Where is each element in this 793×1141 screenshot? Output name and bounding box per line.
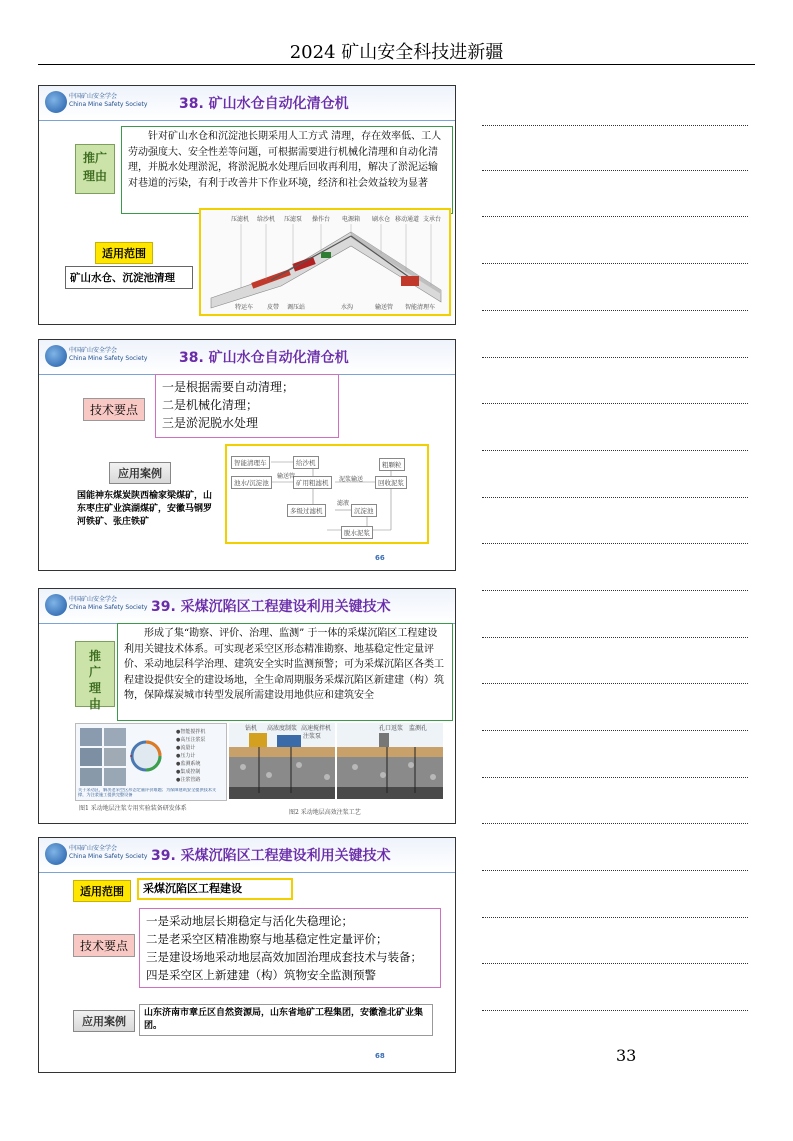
fig-label: 刷水仓: [372, 216, 391, 223]
slide-page-number: 66: [375, 554, 385, 562]
fig-label: 电源箱: [342, 216, 361, 223]
note-line: [482, 357, 748, 358]
scope-text: 采煤沉陷区工程建设: [137, 878, 293, 900]
fig1-banner: 关于采动区，解决老采空区形态定量评价难题；为保障建筑安全提供技术支撑，为注浆施工提供完整设备: [78, 788, 217, 797]
fig2-label: 高浓度制浆: [267, 725, 298, 732]
note-line: [482, 310, 748, 311]
fig1-item: ●集成控制: [176, 769, 201, 775]
slide-2: [38, 339, 456, 571]
reason-text: 针对矿山水仓和沉淀池长期采用人工方式 清理，存在效率低、工人劳动强度大、安全性差等问题，可根据需要进行机械化清理和自动化清理，并脱水处理淤泥，将淤泥脱水处理后回收再利用，解决了淤泥运输对巷道的污染，有利于改善井下作业环境，经济和社会效益较为显著: [121, 126, 453, 214]
page-number: 33: [616, 1046, 637, 1065]
fig-label: 支承台: [423, 216, 442, 223]
fig1-caption: 图1 采动地层注浆专用实验装备研发体系: [79, 805, 187, 812]
key-point: 二是老采空区精准勘察与地基稳定性定量评价；: [146, 932, 388, 946]
slide-4: [38, 837, 456, 1073]
slide-3: [38, 588, 456, 824]
society-logo-icon: [45, 91, 67, 113]
fig-label: 智能清理车: [405, 304, 436, 311]
note-line: [482, 543, 748, 544]
reason-label-text: 推广理由: [88, 649, 101, 711]
slide-page-number: 68: [375, 1052, 385, 1060]
fig1-item: ●智能搅拌机: [176, 729, 206, 735]
note-line: [482, 730, 748, 731]
fig-label: 输送管: [375, 304, 394, 311]
key-points-list: [139, 908, 441, 988]
fig-label: 压滤机: [231, 216, 250, 223]
reason-label: [75, 641, 115, 711]
org-name: [69, 845, 147, 861]
note-line: [482, 637, 748, 638]
scope-label: 适用范围: [73, 880, 131, 902]
reason-label-text: 推广理由: [82, 151, 107, 183]
note-line: [482, 263, 748, 264]
note-line: [482, 777, 748, 778]
fig1-item: ●注浆管路: [176, 777, 201, 783]
page-header-title: 2024 矿山安全科技进新疆: [289, 42, 504, 63]
flow-label: 输送管: [277, 473, 296, 480]
note-line: [482, 917, 748, 918]
fig1-item: ●高压注浆泵: [176, 737, 206, 743]
key-points-label: 技术要点: [73, 934, 135, 957]
org-name: [69, 347, 147, 363]
fig-label: 操作台: [312, 216, 331, 223]
note-line: [482, 497, 748, 498]
note-line: [482, 683, 748, 684]
key-point: 二是机械化清理；: [162, 398, 259, 412]
slide-title: 38. 矿山水仓自动化清仓机: [179, 350, 349, 366]
org-name-cn: 中国矿山安全学会: [69, 347, 118, 354]
flow-label: 泥浆输送: [339, 476, 364, 483]
figure-1: [75, 723, 227, 801]
figure-2: [229, 723, 443, 799]
flow-node: 多级过滤机: [287, 504, 326, 517]
flow-node: 矿用粗滤机: [293, 476, 332, 489]
slide-1: [38, 85, 456, 325]
org-name-cn: 中国矿山安全学会: [69, 596, 118, 603]
note-line: [482, 823, 748, 824]
note-line: [482, 963, 748, 964]
org-name: [69, 596, 147, 612]
fig-label: 给沙机: [257, 216, 276, 223]
fig2-label: 钻机: [245, 725, 258, 732]
fig1-item: ●流量计: [176, 745, 196, 751]
case-label: 应用案例: [109, 462, 171, 484]
flow-node: 粗颗粒: [379, 458, 405, 471]
equipment-figure: [199, 208, 451, 316]
org-name-cn: 中国矿山安全学会: [69, 845, 118, 852]
flow-node: 给沙机: [293, 456, 319, 469]
flow-node: 智能清理车: [231, 456, 270, 469]
fig2-caption: 图2 采动地层高效注浆工艺: [289, 809, 361, 816]
fig2-label: 孔口返浆: [379, 725, 404, 732]
note-line: [482, 870, 748, 871]
note-line: [482, 450, 748, 451]
society-logo-icon: [45, 345, 67, 367]
scope-label: 适用范围: [95, 242, 153, 264]
case-text: 国能神东煤炭陕西榆家梁煤矿，山东枣庄矿业滨湖煤矿，安徽马钢罗河铁矿、张庄铁矿: [77, 491, 213, 527]
org-name-cn: 中国矿山安全学会: [69, 93, 118, 100]
case-text: 山东济南市章丘区自然资源局，山东省地矿工程集团，安徽淮北矿业集团。: [139, 1004, 433, 1036]
key-point: 三是建设场地采动地层高效加固治理成套技术与装备；: [146, 950, 422, 964]
org-name-en: China Mine Safety Society: [69, 101, 148, 108]
fig2-label: 监测孔: [409, 725, 428, 732]
note-line: [482, 1010, 748, 1011]
grouting-process-illustration: [229, 723, 443, 799]
key-points-list: [155, 374, 339, 438]
fig-label: 皮带: [267, 304, 280, 311]
key-point: 一是采动地层长期稳定与活化失稳理论；: [146, 914, 353, 928]
org-name-en: China Mine Safety Society: [69, 853, 148, 860]
fig-label: 特运车: [235, 304, 254, 311]
key-point: 一是根据需要自动清理；: [162, 380, 295, 394]
slide-title: 38. 矿山水仓自动化清仓机: [179, 96, 349, 112]
slide-title: 39. 采煤沉陷区工程建设利用关键技术: [151, 599, 391, 615]
org-name: [69, 93, 147, 109]
notes-area: [482, 0, 748, 1141]
fig-label: 水沟: [341, 304, 354, 311]
note-line: [482, 403, 748, 404]
flow-label: 滤液: [337, 500, 350, 507]
fig-label: 移动通道: [395, 216, 420, 223]
org-name-en: China Mine Safety Society: [69, 355, 148, 362]
fig2-label: 注浆泵: [303, 733, 322, 740]
key-point: 四是采空区上新建建（构）筑物安全监测预警: [146, 968, 376, 982]
note-line: [482, 590, 748, 591]
flow-node: 脱水泥浆: [341, 526, 373, 539]
note-line: [482, 125, 748, 126]
fig1-item: ●监测系统: [176, 761, 201, 767]
org-name-en: China Mine Safety Society: [69, 604, 148, 611]
process-flow-figure: [225, 444, 429, 544]
key-point: 三是淤泥脱水处理: [162, 416, 259, 430]
fig-label: 压滤泵: [284, 216, 303, 223]
note-line: [482, 170, 748, 171]
flow-node: 池水/沉淀池: [231, 476, 272, 489]
flow-node: 沉淀池: [351, 504, 377, 517]
clearing-machine-diagram: [201, 210, 449, 314]
fig1-item: ●压力计: [176, 753, 196, 759]
fig2-label: 高速搅拌机: [301, 725, 332, 732]
scope-text: 矿山水仓、沉淀池清理: [65, 266, 193, 289]
note-line: [482, 216, 748, 217]
slide-title: 39. 采煤沉陷区工程建设利用关键技术: [151, 848, 391, 864]
reason-label: [75, 144, 115, 194]
key-points-label: 技术要点: [83, 398, 145, 421]
reason-text: 形成了集“勘察、评价、治理、监测” 于一体的采煤沉陷区工程建设利用关键技术体系。可实现老采空区形态精准勘察、地基稳定性定量评价、采动地层科学治理、建筑安全实时监测预警；可为采煤沉陷区各类工程建设提供安全的建设场地，全生命周期服务采煤沉陷区新建建（构）筑物，保障煤炭城市转型发展所需建设用地供应和建筑安全: [117, 623, 453, 721]
society-logo-icon: [45, 594, 67, 616]
flow-node: 回收泥浆: [375, 476, 407, 489]
case-label: 应用案例: [73, 1010, 135, 1032]
society-logo-icon: [45, 843, 67, 865]
fig-label: 调压站: [287, 304, 306, 311]
